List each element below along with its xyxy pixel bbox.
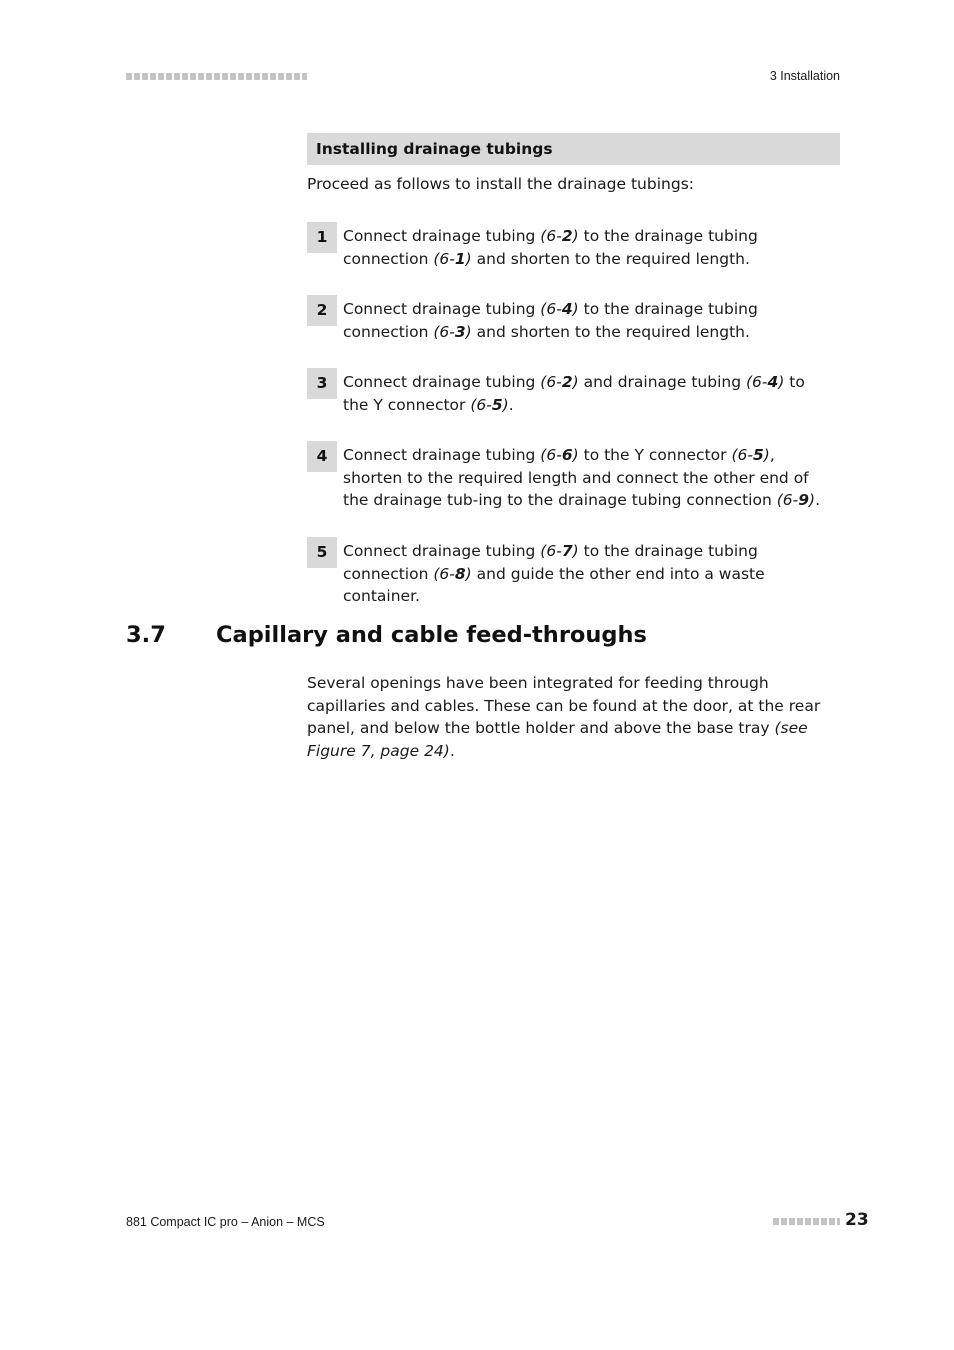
figure-reference[interactable]: (see Figure 7, page 24) (307, 719, 808, 760)
figure-number: 6 (546, 227, 557, 245)
footer-decoration (773, 1218, 840, 1225)
figure-number: 6 (476, 395, 487, 414)
callout-number: 4 (561, 300, 573, 318)
section-number: 3.7 (126, 622, 166, 648)
callout-number: 5 (752, 446, 764, 464)
step-number: 3 (307, 368, 337, 399)
figure-callout-reference[interactable]: (6-1) (433, 249, 472, 268)
step-text (343, 537, 833, 608)
figure-callout-reference[interactable]: (6-2) (540, 373, 579, 391)
step-text-fragment: Connect drainage tubing (343, 373, 541, 391)
task-intro: Proceed as follows to install the drainage tubings: (307, 175, 694, 193)
step-text (343, 441, 833, 512)
figure-number: 6 (737, 446, 748, 464)
step-text-fragment: . (815, 491, 821, 510)
callout-number: 5 (491, 395, 503, 414)
figure-callout-reference[interactable]: (6-2) (540, 227, 579, 245)
step-text-fragment: Connect drainage tubing (343, 446, 541, 464)
step-text-fragment: and drainage tubing (578, 373, 746, 391)
figure-callout-reference[interactable]: (6-9) (776, 491, 816, 510)
figure-callout-reference[interactable]: (6-5) (731, 446, 770, 464)
paragraph-text: Several openings have been integrated for feeding through capillaries and cables. These can be found at the door, at the rear panel, and below the bottle holder and above the base tray (307, 674, 821, 738)
figure-number: 6 (439, 322, 450, 341)
figure-number: 6 (546, 373, 557, 391)
step-text-fragment: Connect drainage tubing (343, 542, 541, 560)
figure-callout-reference[interactable]: (6-8) (433, 564, 472, 583)
step-text-fragment: and shorten to the required length. (471, 249, 750, 268)
callout-number: 7 (561, 542, 573, 560)
footer-product-name: 881 Compact IC pro – Anion – MCS (126, 1215, 325, 1229)
figure-callout-reference[interactable]: (6-7) (540, 542, 579, 560)
figure-callout-reference[interactable]: (6-3) (433, 322, 472, 341)
callout-number: 9 (798, 491, 810, 510)
step-text-fragment: . (508, 395, 514, 414)
paragraph-end: . (449, 741, 455, 760)
header-decoration (126, 73, 307, 80)
step-text-fragment: to the drainage tubing connection (343, 227, 758, 268)
page-number: 23 (845, 1210, 869, 1230)
step-text (343, 222, 833, 270)
figure-number: 6 (752, 373, 762, 391)
figure-callout-reference[interactable]: (6-4) (745, 373, 785, 391)
step-text (343, 295, 833, 343)
callout-number: 8 (454, 564, 466, 583)
callout-number: 4 (767, 373, 779, 391)
figure-number: 6 (546, 300, 557, 318)
figure-number: 6 (439, 564, 450, 583)
figure-callout-reference[interactable]: (6-4) (540, 300, 579, 318)
figure-number: 6 (439, 249, 450, 268)
step-text-fragment: to the Y connector (343, 373, 805, 414)
step-text-fragment: to the Y connector (578, 446, 732, 464)
figure-callout-reference[interactable]: (6-5) (470, 395, 509, 414)
step-text-fragment: , shorten to the required length and connect the other end of the drainage tub-ing to the drainage tubing connection (343, 446, 809, 510)
callout-number: 1 (454, 249, 466, 268)
callout-number: 6 (561, 446, 573, 464)
step-text-fragment: Connect drainage tubing (343, 227, 541, 245)
figure-number: 6 (546, 542, 557, 560)
section-paragraph (307, 672, 847, 762)
step-text-fragment: to the drainage tubing connection (343, 542, 758, 583)
step-text-fragment: to the drainage tubing connection (343, 300, 758, 341)
step-text (343, 368, 833, 416)
callout-number: 3 (454, 322, 466, 341)
step-text-fragment: Connect drainage tubing (343, 300, 541, 318)
figure-number: 6 (782, 491, 793, 510)
task-heading: Installing drainage tubings (307, 133, 840, 165)
running-header-section: 3 Installation (769, 69, 840, 83)
callout-number: 2 (561, 227, 573, 245)
step-text-fragment: and guide the other end into a waste container. (343, 564, 765, 606)
section-title: Capillary and cable feed-throughs (216, 622, 647, 648)
callout-number: 2 (561, 373, 573, 391)
figure-callout-reference[interactable]: (6-6) (540, 446, 579, 464)
step-number: 1 (307, 222, 337, 253)
step-number: 5 (307, 537, 337, 568)
step-number: 4 (307, 441, 337, 472)
figure-number: 6 (546, 446, 557, 464)
step-number: 2 (307, 295, 337, 326)
step-text-fragment: and shorten to the required length. (471, 322, 750, 341)
